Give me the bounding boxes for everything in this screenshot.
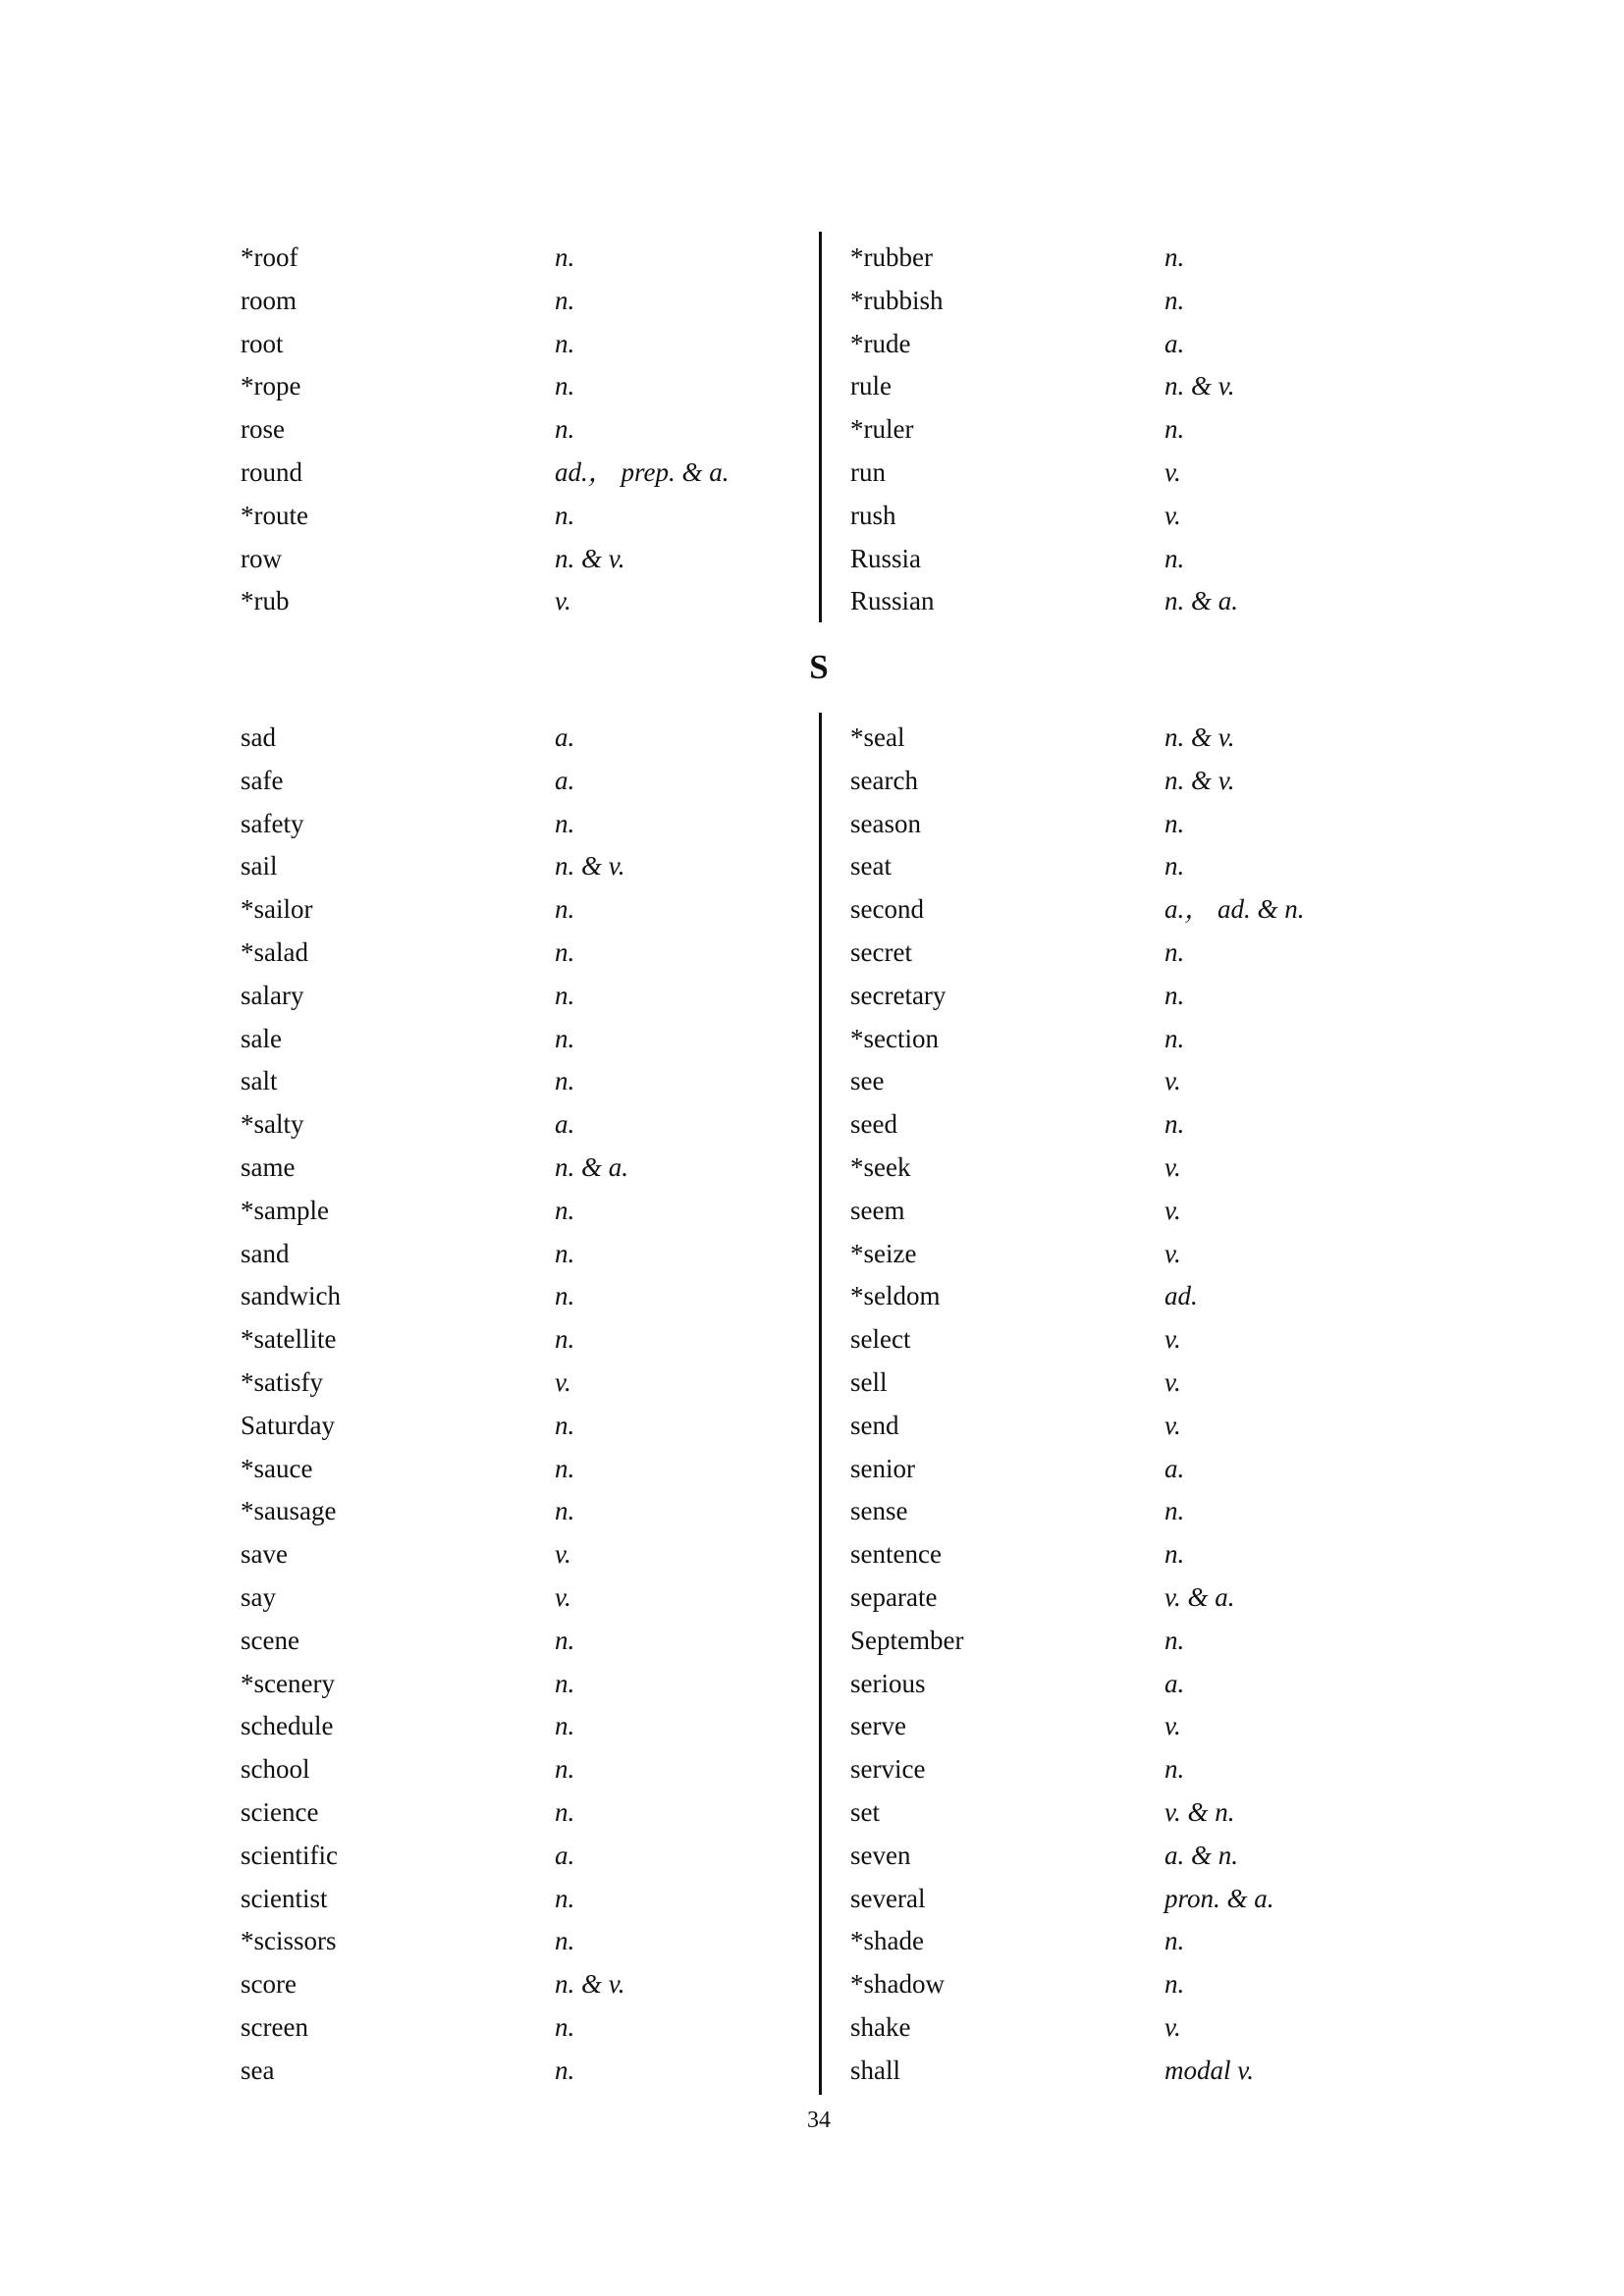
entry-word: *rubber xyxy=(850,242,933,272)
entry-part-of-speech: v. xyxy=(1164,1324,1181,1355)
entry-word: *rope xyxy=(241,371,301,401)
entry-part-of-speech: v. xyxy=(1164,1711,1181,1741)
entry-word: safety xyxy=(241,808,304,838)
entry-word: scene xyxy=(241,1625,299,1655)
entry-part-of-speech: n. xyxy=(555,1195,575,1225)
entry-word: run xyxy=(850,456,886,487)
entry-part-of-speech: n. xyxy=(555,808,575,838)
entry-part-of-speech: v. xyxy=(555,1539,571,1570)
entry-part-of-speech: a. xyxy=(555,1840,575,1870)
entry-part-of-speech: n. xyxy=(1164,1539,1185,1570)
entry-word: *sauce xyxy=(241,1453,313,1483)
entry-part-of-speech: n. xyxy=(555,1796,575,1827)
entry-word: science xyxy=(241,1796,319,1827)
entry-word: September xyxy=(850,1625,964,1655)
entry-word: sand xyxy=(241,1238,290,1268)
entry-word: school xyxy=(241,1754,310,1785)
entry-part-of-speech: n. xyxy=(555,500,575,530)
entry-part-of-speech: pron. & a. xyxy=(1164,1883,1274,1913)
entry-part-of-speech: n. xyxy=(555,1324,575,1355)
entry-word: shake xyxy=(850,2011,911,2042)
entry-word: room xyxy=(241,285,297,315)
entry-word: senior xyxy=(850,1453,915,1483)
entry-part-of-speech: v. xyxy=(555,1366,571,1397)
entry-part-of-speech: n. xyxy=(555,1410,575,1440)
entry-word: secretary xyxy=(850,980,947,1010)
entry-word: seven xyxy=(850,1840,911,1870)
entry-part-of-speech: a. xyxy=(1164,1453,1185,1483)
entry-part-of-speech: n. xyxy=(555,936,575,967)
entry-part-of-speech: n. & v. xyxy=(555,1969,625,2000)
entry-part-of-speech: n. xyxy=(555,371,575,401)
column-divider-s xyxy=(819,713,822,2095)
entry-part-of-speech: n. xyxy=(1164,414,1185,445)
entry-part-of-speech: n. xyxy=(1164,808,1185,838)
entry-word: *section xyxy=(850,1023,939,1053)
entry-word: screen xyxy=(241,2011,308,2042)
column-divider-r xyxy=(819,232,822,622)
section-letter-s: S xyxy=(809,648,829,686)
entry-word: seem xyxy=(850,1195,905,1225)
entry-part-of-speech: n. xyxy=(1164,936,1185,967)
entry-word: sentence xyxy=(850,1539,942,1570)
entry-word: *salad xyxy=(241,936,308,967)
entry-part-of-speech: n. xyxy=(1164,980,1185,1010)
entry-word: scientist xyxy=(241,1883,328,1913)
entry-word: row xyxy=(241,543,282,573)
entry-part-of-speech: a. & n. xyxy=(1164,1840,1239,1870)
entry-word: round xyxy=(241,456,302,487)
entry-part-of-speech: n. & v. xyxy=(555,851,625,881)
entry-word: scientific xyxy=(241,1840,338,1870)
entry-part-of-speech: n. xyxy=(1164,851,1185,881)
entry-part-of-speech: a.， ad. & n. xyxy=(1164,894,1305,925)
entry-word: several xyxy=(850,1883,926,1913)
entry-word: *shade xyxy=(850,1926,924,1956)
entry-part-of-speech: ad.， prep. & a. xyxy=(555,456,730,487)
entry-word: set xyxy=(850,1796,880,1827)
entry-word: *seek xyxy=(850,1151,911,1182)
entry-part-of-speech: n. xyxy=(555,285,575,315)
entry-word: sale xyxy=(241,1023,282,1053)
entry-word: root xyxy=(241,328,284,358)
entry-part-of-speech: v. xyxy=(1164,1366,1181,1397)
entry-part-of-speech: n. & v. xyxy=(555,543,625,573)
entry-word: secret xyxy=(850,936,912,967)
entry-part-of-speech: n. xyxy=(1164,1496,1185,1526)
entry-part-of-speech: n. xyxy=(1164,1754,1185,1785)
entry-word: serve xyxy=(850,1711,906,1741)
entry-word: *rude xyxy=(850,328,911,358)
entry-word: safe xyxy=(241,765,284,795)
entry-part-of-speech: n. xyxy=(555,1754,575,1785)
entry-part-of-speech: n. xyxy=(555,414,575,445)
entry-part-of-speech: v. xyxy=(555,1581,571,1612)
entry-part-of-speech: n. xyxy=(555,980,575,1010)
entry-part-of-speech: n. xyxy=(555,2055,575,2085)
entry-part-of-speech: v. xyxy=(1164,1238,1181,1268)
entry-word: *satisfy xyxy=(241,1366,323,1397)
entry-part-of-speech: v. xyxy=(1164,456,1181,487)
entry-part-of-speech: n. xyxy=(1164,1969,1185,2000)
entry-part-of-speech: n. xyxy=(555,1496,575,1526)
entry-word: sell xyxy=(850,1366,888,1397)
entry-part-of-speech: n. xyxy=(555,1711,575,1741)
entry-word: *seize xyxy=(850,1238,917,1268)
entry-word: *salty xyxy=(241,1109,304,1140)
entry-part-of-speech: n. xyxy=(1164,1023,1185,1053)
entry-word: see xyxy=(850,1066,885,1096)
entry-part-of-speech: n. xyxy=(1164,1109,1185,1140)
entry-part-of-speech: n. xyxy=(555,1238,575,1268)
entry-part-of-speech: v. & n. xyxy=(1164,1796,1235,1827)
entry-word: shall xyxy=(850,2055,900,2085)
entry-word: *seal xyxy=(850,722,905,752)
entry-word: *shadow xyxy=(850,1969,945,2000)
entry-part-of-speech: a. xyxy=(555,1109,575,1140)
entry-word: *ruler xyxy=(850,414,914,445)
entry-word: service xyxy=(850,1754,926,1785)
entry-part-of-speech: n. & v. xyxy=(1164,765,1235,795)
entry-word: sea xyxy=(241,2055,275,2085)
entry-part-of-speech: n. xyxy=(1164,1625,1185,1655)
entry-part-of-speech: n. xyxy=(555,1668,575,1698)
entry-part-of-speech: n. xyxy=(555,328,575,358)
entry-word: sense xyxy=(850,1496,908,1526)
entry-word: Russia xyxy=(850,543,922,573)
entry-word: rush xyxy=(850,500,896,530)
entry-part-of-speech: n. xyxy=(1164,543,1185,573)
entry-word: search xyxy=(850,765,918,795)
page-number: 34 xyxy=(807,2108,831,2133)
entry-part-of-speech: v. xyxy=(1164,1195,1181,1225)
entry-word: *sample xyxy=(241,1195,329,1225)
entry-part-of-speech: n. xyxy=(1164,1926,1185,1956)
entry-part-of-speech: n. xyxy=(1164,242,1185,272)
entry-part-of-speech: ad. xyxy=(1164,1281,1198,1311)
entry-part-of-speech: a. xyxy=(1164,1668,1185,1698)
entry-word: salt xyxy=(241,1066,278,1096)
entry-part-of-speech: n. xyxy=(1164,285,1185,315)
entry-word: sandwich xyxy=(241,1281,341,1311)
entry-part-of-speech: v. xyxy=(555,586,571,616)
entry-word: second xyxy=(850,894,924,925)
entry-word: send xyxy=(850,1410,899,1440)
entry-part-of-speech: v. xyxy=(1164,1410,1181,1440)
entry-word: select xyxy=(850,1324,911,1355)
entry-word: rule xyxy=(850,371,892,401)
entry-word: seed xyxy=(850,1109,897,1140)
entry-word: *scenery xyxy=(241,1668,335,1698)
entry-part-of-speech: n. xyxy=(555,1453,575,1483)
entry-part-of-speech: n. & a. xyxy=(1164,586,1239,616)
entry-word: Saturday xyxy=(241,1410,335,1440)
entry-part-of-speech: n. xyxy=(555,1926,575,1956)
entry-word: season xyxy=(850,808,921,838)
entry-part-of-speech: modal v. xyxy=(1164,2055,1254,2085)
entry-word: *rubbish xyxy=(850,285,944,315)
entry-word: sail xyxy=(241,851,278,881)
entry-part-of-speech: v. xyxy=(1164,1066,1181,1096)
entry-part-of-speech: n. xyxy=(555,1023,575,1053)
entry-word: say xyxy=(241,1581,276,1612)
entry-part-of-speech: v. xyxy=(1164,500,1181,530)
entry-part-of-speech: n. xyxy=(555,242,575,272)
entry-word: *scissors xyxy=(241,1926,337,1956)
entry-part-of-speech: v. xyxy=(1164,2011,1181,2042)
entry-word: sad xyxy=(241,722,276,752)
entry-word: *seldom xyxy=(850,1281,941,1311)
entry-word: serious xyxy=(850,1668,926,1698)
entry-word: salary xyxy=(241,980,304,1010)
entry-word: save xyxy=(241,1539,288,1570)
entry-word: Russian xyxy=(850,586,935,616)
entry-part-of-speech: n. xyxy=(555,1066,575,1096)
entry-part-of-speech: v. xyxy=(1164,1151,1181,1182)
entry-word: schedule xyxy=(241,1711,334,1741)
entry-part-of-speech: a. xyxy=(555,765,575,795)
entry-part-of-speech: n. xyxy=(555,1883,575,1913)
entry-part-of-speech: n. & v. xyxy=(1164,722,1235,752)
entry-word: *sausage xyxy=(241,1496,337,1526)
entry-part-of-speech: a. xyxy=(555,722,575,752)
entry-word: score xyxy=(241,1969,297,2000)
entry-word: separate xyxy=(850,1581,938,1612)
entry-part-of-speech: n. xyxy=(555,1281,575,1311)
entry-word: *satellite xyxy=(241,1324,337,1355)
entry-part-of-speech: v. & a. xyxy=(1164,1581,1235,1612)
entry-word: rose xyxy=(241,414,285,445)
entry-part-of-speech: n. & a. xyxy=(555,1151,629,1182)
entry-word: seat xyxy=(850,851,892,881)
entry-word: *sailor xyxy=(241,894,313,925)
entry-part-of-speech: n. xyxy=(555,1625,575,1655)
entry-part-of-speech: a. xyxy=(1164,328,1185,358)
entry-part-of-speech: n. xyxy=(555,894,575,925)
entry-part-of-speech: n. & v. xyxy=(1164,371,1235,401)
entry-word: *rub xyxy=(241,586,290,616)
entry-word: *roof xyxy=(241,242,298,272)
entry-part-of-speech: n. xyxy=(555,2011,575,2042)
entry-word: *route xyxy=(241,500,308,530)
entry-word: same xyxy=(241,1151,296,1182)
